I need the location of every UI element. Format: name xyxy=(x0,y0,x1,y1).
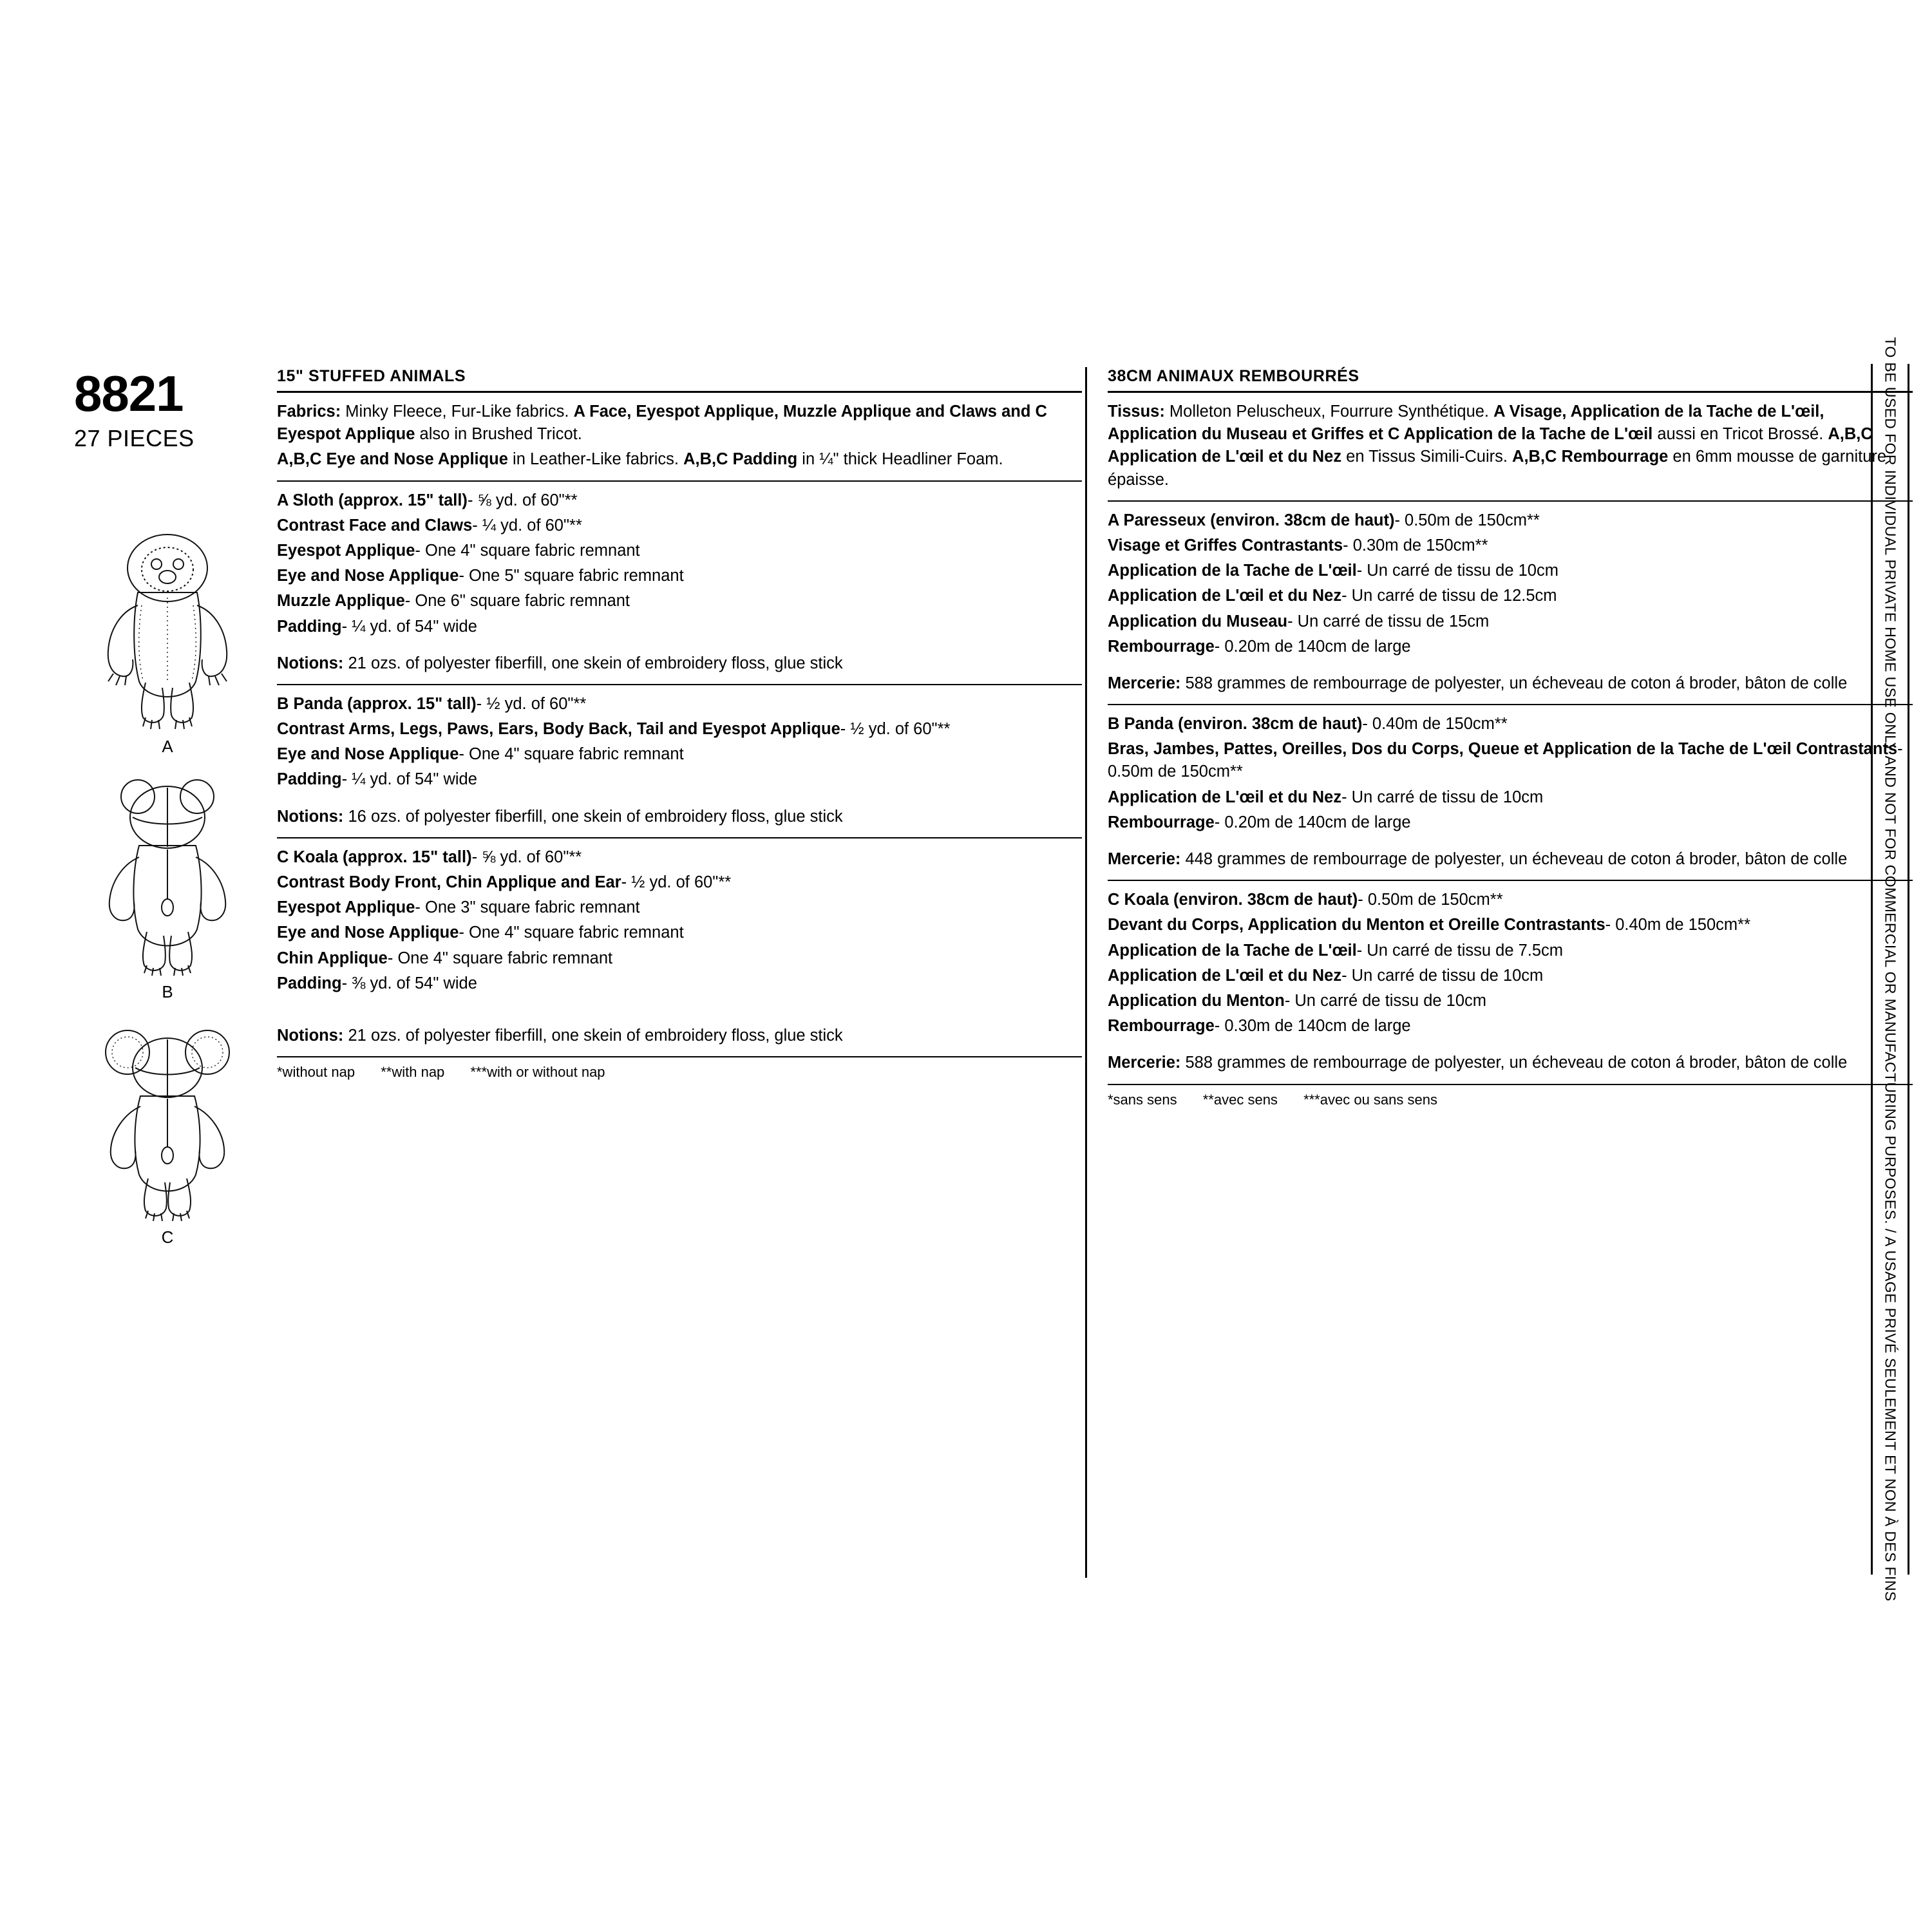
english-notions-c: Notions: 21 ozs. of polyester fiberfill, one skein of embroidery floss, glue stick xyxy=(277,1026,843,1045)
french-notions-a: Mercerie: 588 grammes de rembourrage de polyester, un écheveau de coton á broder, bâton de colle xyxy=(1108,674,1848,692)
french-view-a-line: Visage et Griffes Contrastants- 0.30m de 150cm** xyxy=(1108,536,1488,554)
french-heading: 38CM ANIMAUX REMBOURRÉS xyxy=(1108,367,1359,385)
french-view-c-line: Devant du Corps, Application du Menton et Oreille Contrastants- 0.40m de 150cm** xyxy=(1108,916,1750,934)
french-footnotes xyxy=(1108,1085,1913,1108)
french-view-c-block xyxy=(1108,881,1913,1083)
legal-notice-text: TO BE USED FOR INDIVIDUAL PRIVATE HOME USE ONLY AND NOT FOR COMMERCIAL OR MANUFACTURING PURPOSES. / A USAGE PRIVÉ SEULEMENT ET NON À DES FINS xyxy=(1882,337,1899,1602)
figure-c xyxy=(64,1012,270,1247)
english-footnotes xyxy=(277,1057,1082,1081)
french-fabrics-block xyxy=(1108,393,1913,500)
french-view-b-line: Bras, Jambes, Pattes, Oreilles, Dos du Corps, Queue et Application de la Tache de L'œil Contrastants- 0.50m de 150cm** xyxy=(1108,740,1903,781)
french-view-a-block xyxy=(1108,502,1913,704)
french-view-c-line: Application du Menton- Un carré de tissu de 10cm xyxy=(1108,991,1487,1010)
french-fabrics-line: Tissus: Molleton Peluscheux, Fourrure Synthétique. A Visage, Application de la Tache de L'œil, Application du Museau et Griffes et C Application de la Tache de L'œil aussi en Tricot Brossé. A,B,C Application de L'œil et du Nez en Tissus Simili-Cuirs. A,B,C Rembourrage en 6mm mousse de garniture épaisse. xyxy=(1108,402,1887,489)
english-footnote: **with nap xyxy=(381,1064,445,1081)
english-notions-a: Notions: 21 ozs. of polyester fiberfill, one skein of embroidery floss, glue stick xyxy=(277,654,843,672)
english-fabrics-line: Fabrics: Minky Fleece, Fur-Like fabrics. A Face, Eyespot Applique, Muzzle Applique and Claws and C Eyespot Applique also in Brushed Tricot. xyxy=(277,402,1047,444)
french-footnote: **avec sens xyxy=(1202,1091,1278,1108)
content-sheet xyxy=(39,361,1906,1584)
view-illustrations xyxy=(64,522,270,1258)
figure-c-label: C xyxy=(161,1227,174,1247)
french-view-b-line: Rembourrage- 0.20m de 140cm de large xyxy=(1108,813,1411,831)
french-view-c-line: Application de L'œil et du Nez- Un carré de tissu de 10cm xyxy=(1108,966,1544,985)
figure-b-label: B xyxy=(162,982,173,1001)
french-notions-b: Mercerie: 448 grammes de rembourrage de polyester, un écheveau de coton á broder, bâton de colle xyxy=(1108,850,1848,868)
english-view-b-line: Eye and Nose Applique- One 4" square fabric remnant xyxy=(277,745,684,764)
french-view-a-line: A Paresseux (environ. 38cm de haut)- 0.50m de 150cm** xyxy=(1108,511,1540,529)
french-footnote: ***avec ou sans sens xyxy=(1303,1091,1437,1108)
english-footnote: ***with or without nap xyxy=(470,1064,605,1081)
english-view-a-line: A Sloth (approx. 15" tall)- ⅝ yd. of 60"** xyxy=(277,491,578,509)
french-view-b-line: B Panda (environ. 38cm de haut)- 0.40m de 150cm** xyxy=(1108,715,1508,734)
english-view-a-line: Muzzle Applique- One 6" square fabric remnant xyxy=(277,592,630,611)
english-view-a-block xyxy=(277,482,1082,684)
french-view-c-line: Rembourrage- 0.30m de 140cm de large xyxy=(1108,1017,1411,1036)
french-view-c-line: C Koala (environ. 38cm de haut)- 0.50m de 150cm** xyxy=(1108,891,1503,909)
english-notions-b: Notions: 16 ozs. of polyester fiberfill, one skein of embroidery floss, glue stick xyxy=(277,807,843,826)
figure-a-label: A xyxy=(162,737,173,756)
pattern-piece-count: 27 PIECES xyxy=(74,425,194,451)
english-fabrics-block xyxy=(277,393,1082,480)
legal-notice-strip xyxy=(1871,337,1909,1602)
english-view-a-line: Padding- ¼ yd. of 54" wide xyxy=(277,617,477,636)
column-divider xyxy=(1085,367,1087,1578)
panda-illustration xyxy=(71,767,264,980)
french-view-a-line: Application de la Tache de L'œil- Un carré de tissu de 10cm xyxy=(1108,562,1558,580)
english-view-c-block xyxy=(277,838,1082,1056)
english-fabrics-line: A,B,C Eye and Nose Applique in Leather-Like fabrics. A,B,C Padding in ¼" thick Headliner Foam. xyxy=(277,450,1003,469)
french-view-a-line: Rembourrage- 0.20m de 140cm de large xyxy=(1108,637,1411,656)
figure-b xyxy=(64,767,270,1002)
english-view-c-line: Contrast Body Front, Chin Applique and Ear- ½ yd. of 60"** xyxy=(277,873,732,891)
pattern-id-block xyxy=(74,365,267,452)
english-view-a-line: Eyespot Applique- One 4" square fabric remnant xyxy=(277,541,640,560)
french-view-c-line: Application de la Tache de L'œil- Un carré de tissu de 7.5cm xyxy=(1108,941,1564,960)
figure-a xyxy=(64,522,270,757)
french-view-a-line: Application de L'œil et du Nez- Un carré de tissu de 12.5cm xyxy=(1108,587,1557,605)
french-view-b-block xyxy=(1108,705,1913,880)
rule xyxy=(1908,364,1909,1575)
french-notions-c: Mercerie: 588 grammes de rembourrage de polyester, un écheveau de coton á broder, bâton de colle xyxy=(1108,1054,1848,1072)
english-footnote: *without nap xyxy=(277,1064,355,1081)
pattern-number: 8821 xyxy=(74,365,184,422)
sloth-illustration xyxy=(71,522,264,734)
french-footnote: *sans sens xyxy=(1108,1091,1177,1108)
english-view-c-line: Padding- ⅜ yd. of 54" wide xyxy=(277,974,477,992)
english-view-c-line: Chin Applique- One 4" square fabric remnant xyxy=(277,949,613,967)
english-view-b-line: Padding- ¼ yd. of 54" wide xyxy=(277,770,477,789)
english-view-b-line: B Panda (approx. 15" tall)- ½ yd. of 60"** xyxy=(277,694,587,713)
english-view-c-line: C Koala (approx. 15" tall)- ⅝ yd. of 60"** xyxy=(277,848,582,866)
english-view-a-line: Eye and Nose Applique- One 5" square fabric remnant xyxy=(277,567,684,585)
french-view-b-line: Application de L'œil et du Nez- Un carré de tissu de 10cm xyxy=(1108,788,1544,806)
english-view-c-line: Eye and Nose Applique- One 4" square fabric remnant xyxy=(277,923,684,942)
french-column xyxy=(1108,367,1913,1108)
french-view-a-line: Application du Museau- Un carré de tissu de 15cm xyxy=(1108,612,1490,630)
rule xyxy=(1871,364,1873,1575)
english-view-c-line: Eyespot Applique- One 3" square fabric remnant xyxy=(277,898,640,917)
english-view-b-block xyxy=(277,685,1082,837)
english-column xyxy=(277,367,1082,1081)
english-heading: 15" STUFFED ANIMALS xyxy=(277,367,466,385)
english-view-b-line: Contrast Arms, Legs, Paws, Ears, Body Back, Tail and Eyespot Applique- ½ yd. of 60"** xyxy=(277,720,951,739)
koala-illustration xyxy=(71,1012,264,1225)
english-view-a-line: Contrast Face and Claws- ¼ yd. of 60"** xyxy=(277,516,582,535)
